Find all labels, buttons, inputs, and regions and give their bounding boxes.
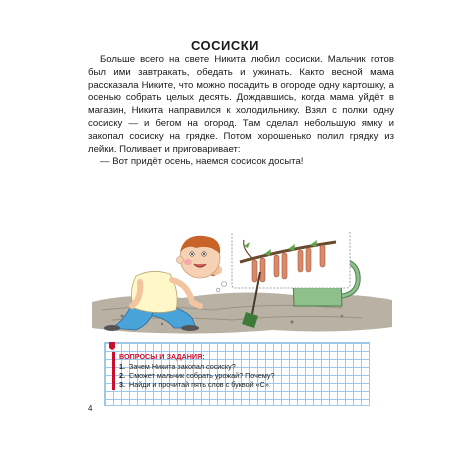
story-title: СОСИСКИ <box>190 38 260 53</box>
page-number: 4 <box>88 404 93 413</box>
story-paragraph: Больше всего на свете Никита любил сосиски. Мальчик готов был ими завтракать, обедать и ужинать. Както весной мама рассказала Никите, что можно посадить в огороде одну картошку, а осенью собрать целых десять. Дождавшись, когда мама уйдёт в магазин, Никита направился к холодильнику. Взял с полки одну сосиску — и бегом на огород. Там сделал небольшую ямку и закопал сосиску на грядке. Потом хорошенько полил грядку из лейки. Поливает и приговаривает: <box>88 54 394 155</box>
question-text: Найди и прочитай пять слов с буквой «С». <box>129 380 271 390</box>
question-item <box>119 371 367 380</box>
story-illustration <box>92 232 392 347</box>
boy-planting-sausage-illustration <box>92 232 392 347</box>
questions-section <box>112 352 367 390</box>
question-number: 3. <box>119 380 125 390</box>
story-text <box>88 54 394 169</box>
thought-bubble <box>216 232 350 292</box>
questions-heading: ВОПРОСЫ И ЗАДАНИЯ: <box>119 352 205 361</box>
pencil-marker-icon <box>108 341 116 351</box>
question-number: 2. <box>119 371 125 381</box>
story-dialog-line: — Вот придёт осень, наемся сосисок досыта! <box>100 156 304 168</box>
question-item <box>119 380 367 389</box>
question-number: 1. <box>119 362 125 371</box>
question-item <box>119 362 367 371</box>
question-text: Зачем Никита закопал сосиску? <box>129 362 236 371</box>
question-text: Сможет мальчик собрать урожай? Почему? <box>129 371 275 381</box>
